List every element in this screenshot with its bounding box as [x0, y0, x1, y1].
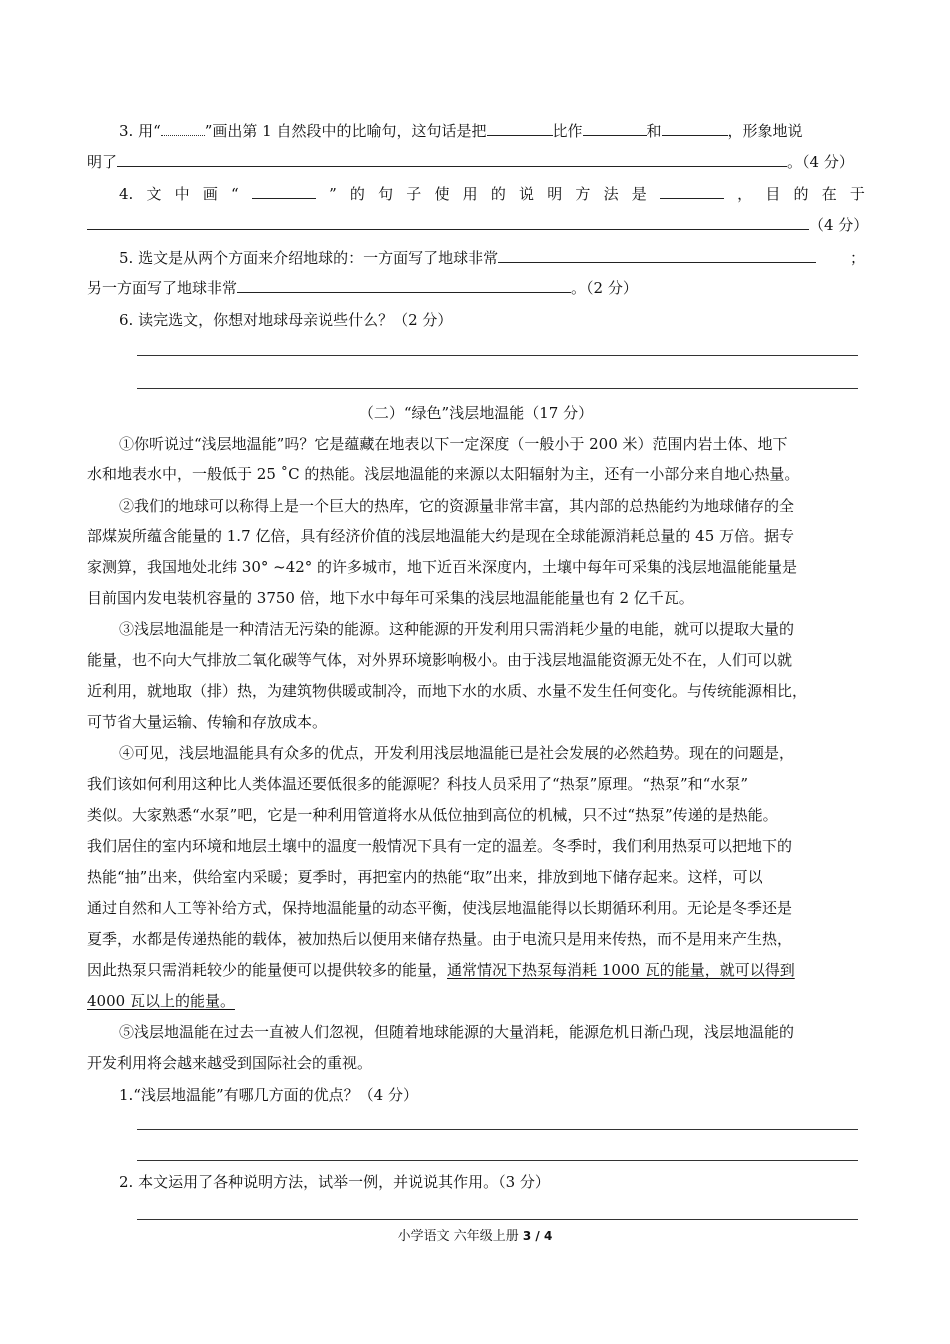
- answer-line[interactable]: [137, 1219, 858, 1220]
- question-4-line-1: [119, 182, 865, 206]
- question-4-char: 明: [547, 185, 563, 203]
- passage-line: 我们该如何利用这种比人类体温还要低很多的能源呢？科技人员采用了“热泵”原理。“热泵”和“水泵”: [87, 775, 749, 793]
- question-4-char: ，: [737, 185, 753, 203]
- question-4-char: 在: [821, 185, 837, 203]
- answer-blank[interactable]: [583, 119, 647, 136]
- passage-line: [87, 989, 865, 1013]
- page-footer: 小学语文 六年级上册 3 / 4: [397, 1229, 553, 1244]
- passage-line: ①你听说过“浅层地温能”吗？它是蕴藏在地表以下一定深度（一般小于 200 米）范围内岩土体、地下: [119, 435, 788, 453]
- passage-line: 因此热泵只需消耗较少的能量便可以提供较多的能量，通常情况下热泵每消耗 1000 瓦的能量，就可以得到: [87, 961, 795, 979]
- sub-question-1: 1.“浅层地温能”有哪几方面的优点？（4 分）: [119, 1086, 418, 1104]
- question-4-char: 的: [793, 185, 809, 203]
- answer-blank[interactable]: [487, 119, 553, 136]
- underlined-sentence: 通常情况下热泵每消耗 1000 瓦的能量，就可以得到: [447, 961, 795, 979]
- answer-blank[interactable]: [498, 246, 816, 263]
- wavy-line-mark: [161, 125, 205, 136]
- answer-line[interactable]: [137, 388, 858, 389]
- question-4-char: 用: [462, 185, 478, 203]
- question-4-char: 法: [603, 185, 619, 203]
- answer-line[interactable]: [137, 1160, 858, 1161]
- underlined-sentence: 4000 瓦以上的能量。: [87, 992, 235, 1010]
- question-4-char: 的: [349, 185, 365, 203]
- answer-blank[interactable]: [117, 150, 787, 167]
- question-4-char: 4.: [119, 185, 134, 203]
- question-4-char: 于: [849, 185, 865, 203]
- answer-line[interactable]: [137, 355, 858, 356]
- question-4-char: 方: [575, 185, 591, 203]
- question-3-line-2: 明了 。（4 分）: [87, 150, 865, 174]
- answer-blank[interactable]: [662, 119, 728, 136]
- question-5-line-1: 5. 选文是从两个方面来介绍地球的：一方面写了地球非常 ；: [119, 246, 865, 270]
- passage-line: ②我们的地球可以称得上是一个巨大的热库，它的资源量非常丰富，其内部的总热能约为地球储存的全: [119, 497, 795, 515]
- question-4-char: 的: [490, 185, 506, 203]
- question-4-char: 使: [434, 185, 450, 203]
- question-4-char: 说: [519, 185, 535, 203]
- passage-line: 目前国内发电装机容量的 3750 倍，地下水中每年可采集的浅层地温能能量也有 2 亿千瓦。: [87, 589, 694, 607]
- question-4-char: 目: [765, 185, 781, 203]
- answer-blank[interactable]: [660, 182, 724, 199]
- passage-line: 近利用，就地取（排）热，为建筑物供暖或制冷，而地下水的水质、水量不发生任何变化。与传统能源相比，: [87, 682, 808, 700]
- passage-line: 可节省大量运输、传输和存放成本。: [87, 713, 328, 731]
- passage-line: 热能“抽”出来，供给室内采暖；夏季时，再把室内的热能“取”出来，排放到地下储存起来。这样，可以: [87, 868, 763, 886]
- passage-line: 通过自然和人工等补给方式，保持地温能量的动态平衡，使浅层地温能得以长期循环利用。无论是冬季还是: [87, 899, 793, 917]
- answer-blank[interactable]: [87, 213, 809, 230]
- question-4-line-2: （4 分）: [87, 213, 865, 237]
- sub-question-2: 2. 本文运用了各种说明方法，试举一例，并说说其作用。（3 分）: [119, 1173, 550, 1191]
- question-3-line-1: 3. 用“ ”画出第 1 自然段中的比喻句，这句话是把 比作 和 ，形象地说: [119, 119, 865, 143]
- question-4-char: ”: [329, 185, 337, 203]
- passage-line: ③浅层地温能是一种清洁无污染的能源。这种能源的开发利用只需消耗少量的电能，就可以提取大量的: [119, 620, 795, 638]
- section-title: （二）“绿色”浅层地温能（17 分）: [358, 404, 594, 422]
- answer-blank[interactable]: [252, 182, 316, 199]
- page-number: 3 / 4: [522, 1229, 553, 1243]
- passage-line: 部煤炭所蕴含能量的 1.7 亿倍，具有经济价值的浅层地温能大约是现在全球能源消耗总量的 45 万倍。据专: [87, 527, 795, 545]
- passage-line: 夏季，水都是传递热能的载体，被加热后以便用来储存热量。由于电流只是用来传热，而不是用来产生热，: [87, 930, 793, 948]
- passage-line: ④可见，浅层地温能具有众多的优点，开发利用浅层地温能已是社会发展的必然趋势。现在的问题是，: [119, 744, 795, 762]
- question-4-char: 句: [378, 185, 394, 203]
- question-4-char: 子: [406, 185, 422, 203]
- passage-line: ⑤浅层地温能在过去一直被人们忽视，但随着地球能源的大量消耗，能源危机日渐凸现，浅层地温能的: [119, 1023, 795, 1041]
- question-4-char: “: [231, 185, 239, 203]
- answer-blank[interactable]: [237, 276, 571, 293]
- answer-line[interactable]: [137, 1129, 858, 1130]
- passage-line: 我们居住的室内环境和地层土壤中的温度一般情况下具有一定的温差。冬季时，我们利用热泵可以把地下的: [87, 837, 793, 855]
- passage-line: 开发利用将会越来越受到国际社会的重视。: [87, 1054, 373, 1072]
- question-6: 6. 读完选文，你想对地球母亲说些什么？（2 分）: [119, 311, 453, 329]
- passage-line: 能量，也不向大气排放二氧化碳等气体，对外界环境影响极小。由于浅层地温能资源无处不在，人们可以就: [87, 651, 793, 669]
- passage-line: 家测算，我国地处北纬 30° ~42° 的许多城市，地下近百米深度内，土壤中每年可采集的浅层地温能能量是: [87, 558, 798, 576]
- question-4-char: 画: [202, 185, 218, 203]
- question-4-char: 是: [631, 185, 647, 203]
- passage-line: 水和地表水中，一般低于 25 ˚C 的热能。浅层地温能的来源以太阳辐射为主，还有一小部分来自地心热量。: [87, 465, 800, 483]
- question-4-char: 文: [146, 185, 162, 203]
- question-5-line-2: 另一方面写了地球非常 。（2 分）: [87, 276, 865, 300]
- question-4-char: 中: [174, 185, 190, 203]
- passage-line: 类似。大家熟悉“水泵”吧，它是一种利用管道将水从低位抽到高位的机械，只不过“热泵”传递的是热能。: [87, 806, 778, 824]
